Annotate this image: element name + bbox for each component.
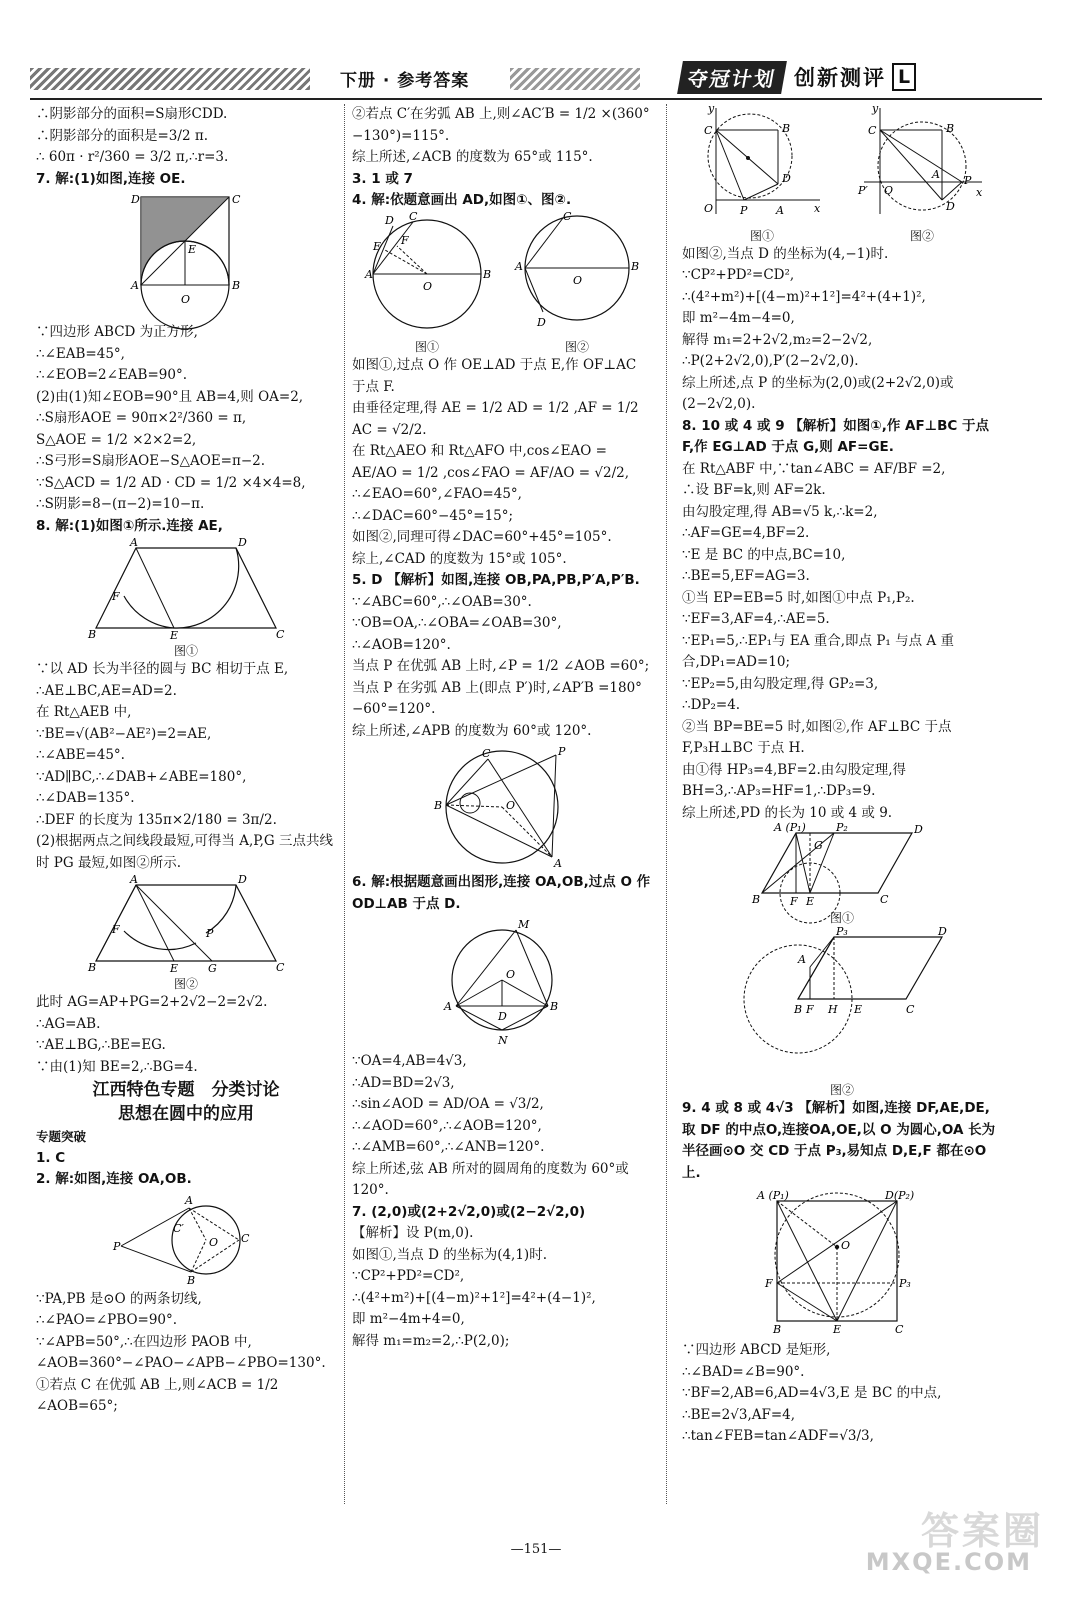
text-line: ∵EP₂=5,由勾股定理,得 GP₂=3,: [682, 675, 879, 692]
text-line: 在 Rt△AEO 和 Rt△AFO 中,cos∠EAO = AE/AO = 1/2 ,cos∠FAO = AF/AO = √2/2,: [352, 443, 630, 481]
subsection-title: 专题突破: [36, 1129, 87, 1144]
svg-text:E: E: [806, 895, 815, 908]
svg-text:C: C: [563, 209, 572, 223]
brand-name: 夺冠计划: [677, 61, 787, 94]
svg-text:P′: P′: [858, 184, 868, 197]
text-line: 综上所述,PD 的长为 10 或 4 或 9.: [682, 804, 893, 821]
text-line: 由垂径定理,得 AE = 1/2 AD = 1/2 ,AF = 1/2 AC = √2/2.: [352, 400, 639, 438]
svg-text:O: O: [209, 1235, 219, 1249]
svg-text:B: B: [88, 628, 97, 641]
text-line: ∴DEF 的长度为 135π×2/180 = 3π/2.: [36, 811, 277, 828]
page-header: [30, 60, 1042, 96]
problem-start: 4. 解:依题意画出 AD,如图①、图②.: [352, 192, 572, 208]
figure-circle-mn: [442, 918, 562, 1048]
figure-coordinate-2: [858, 104, 986, 220]
svg-text:x: x: [976, 186, 983, 199]
text-line: ∵CP²+PD²=CD²,: [682, 267, 795, 283]
svg-text:B: B: [88, 961, 97, 974]
svg-text:D: D: [914, 823, 923, 836]
text-line: 当点 P 在优弧 AB 上时,∠P = 1/2 ∠AOB =60°;: [352, 658, 650, 674]
text-line: ∴S扇形AOE = 90π×2²/360 = π,: [36, 410, 247, 426]
header-stripe-left: [30, 68, 310, 90]
text-line: ∵E 是 BC 的中点,BC=10,: [682, 546, 846, 563]
figure-circle-ad-1: [365, 209, 492, 332]
text-line: ∴∠DAC=60°−45°=15°;: [352, 507, 514, 524]
svg-text:A: A: [131, 279, 139, 292]
svg-text:B: B: [550, 1000, 559, 1013]
svg-text:y: y: [708, 102, 715, 115]
header-title: 下册 · 参考答案: [340, 71, 470, 91]
problem-start: 9. 4 或 8 或 4√3 【解析】如图,连接 DF,AE,DE,取 DF 的中点O,连接OA,OE,以 O 为圆心,OA 长为半径画⊙O 交 CD 于点 P₃,易知点 D,E,F 都在⊙O 上.: [682, 1100, 996, 1181]
figure-block: [858, 104, 986, 244]
figure-caption: 图①: [749, 228, 774, 243]
problem-start: 7. 解:(1)如图,连接 OE.: [36, 170, 186, 187]
svg-text:F: F: [765, 1277, 773, 1290]
figure-parallelogram-1: [752, 821, 932, 908]
svg-text:E: E: [854, 1003, 863, 1016]
column-divider: [344, 104, 345, 1504]
brand-logo: [680, 60, 916, 94]
text-line: 如图②,当点 D 的坐标为(4,−1)时.: [682, 245, 889, 262]
svg-text:P₂: P₂: [836, 821, 848, 834]
text-line: 当点 P 在劣弧 AB 上(即点 P′)时,∠AP′B =180°−60°=120°.: [352, 679, 642, 717]
svg-text:O: O: [506, 968, 516, 981]
figure-tangent-circle: [111, 1194, 261, 1286]
text-line: ①若点 C 在优弧 AB 上,则∠ACB = 1/2 ∠AOB=65°;: [36, 1376, 279, 1414]
problem-start: 7. (2,0)或(2+2√2,0)或(2−2√2,0): [352, 1203, 586, 1220]
text-line: 如图①,当点 D 的坐标为(4,1)时.: [352, 1246, 547, 1263]
text-line: ∵PA,PB 是⊙O 的两条切线,: [36, 1290, 202, 1307]
svg-text:P₃: P₃: [899, 1277, 911, 1290]
svg-text:O: O: [573, 273, 583, 287]
text-line: ∴∠EAB=45°,: [36, 345, 125, 362]
text-line: ∵EP₁=5,∴EP₁与 EA 重合,即点 P₁ 与点 A 重合,DP₁=AD=10;: [682, 632, 954, 670]
figure-caption: 图①: [414, 340, 439, 354]
text-line: 综上所述,∠ACB 的度数为 65°或 115°.: [352, 149, 593, 165]
svg-text:D: D: [238, 873, 247, 886]
text-line: ∠AOB=360°−∠PAO−∠APB−∠PBO=130°.: [36, 1355, 326, 1371]
svg-text:B: B: [434, 799, 443, 812]
svg-text:D: D: [946, 200, 955, 213]
svg-text:P: P: [558, 745, 566, 758]
text-line: 在 Rt△AEB 中,: [36, 704, 132, 720]
edition-badge: L: [892, 63, 916, 91]
svg-text:D: D: [238, 536, 247, 549]
text-line: ∵OA=4,AB=4√3,: [352, 1053, 467, 1069]
text-line: 综上所述,弦 AB 所对的圆周角的度数为 60°或 120°.: [352, 1160, 629, 1198]
svg-text:O: O: [884, 184, 894, 197]
svg-text:E: E: [170, 962, 179, 975]
problem-start: 1. C: [36, 1149, 66, 1166]
text-line: ∵CP²+PD²=CD²,: [352, 1268, 465, 1284]
svg-text:C: C: [895, 1323, 904, 1336]
svg-text:A (P₁): A (P₁): [774, 821, 806, 834]
svg-text:D: D: [498, 1010, 507, 1023]
text-line: ∵OB=OA,∴∠OBA=∠OAB=30°,: [352, 615, 562, 631]
problem-start: 8. 解:(1)如图①所示.连接 AE,: [36, 517, 223, 534]
text-line: ∵四边形 ABCD 为正方形,: [36, 324, 198, 340]
text-line: ∴DP₂=4.: [682, 697, 741, 713]
svg-text:B: B: [187, 1273, 196, 1287]
text-line: ∴∠DAB=135°.: [36, 790, 135, 806]
svg-text:G: G: [208, 962, 217, 975]
text-line: 由①得 HP₃=4,BF=2.由勾股定理,得 BH=3,∴AP₃=HF=1,∴DP₃=9.: [682, 761, 907, 799]
svg-text:O: O: [506, 799, 516, 812]
svg-text:B: B: [794, 1003, 803, 1016]
svg-text:F: F: [112, 590, 120, 603]
text-line: ∴AE⊥BC,AE=AD=2.: [36, 682, 177, 699]
svg-text:A: A: [554, 857, 562, 870]
header-rule: [30, 98, 1042, 100]
text-line: ∵EF=3,AF=4,∴AE=5.: [682, 611, 830, 627]
svg-text:D: D: [385, 213, 394, 227]
text-line: 即 m²−4m+4=0,: [352, 1311, 465, 1327]
column-left: [36, 104, 336, 1418]
svg-text:B: B: [782, 122, 791, 135]
svg-text:y: y: [872, 102, 879, 115]
figure-block: [698, 104, 826, 244]
svg-text:P₃: P₃: [836, 925, 848, 938]
text-line: ∴∠AMB=60°,∴∠ANB=120°.: [352, 1139, 545, 1155]
problem-start: 5. D 【解析】如图,连接 OB,PA,PB,P′A,P′B.: [352, 572, 640, 588]
text-line: ∴∠AOD=60°,∴∠AOB=120°,: [352, 1117, 542, 1134]
svg-text:P: P: [206, 927, 214, 940]
svg-text:F: F: [806, 1003, 814, 1016]
text-line: ∴∠EAO=60°,∠FAO=45°,: [352, 486, 522, 502]
section-title: 江西特色专题 分类讨论: [92, 1080, 280, 1100]
svg-text:A: A: [932, 168, 940, 181]
svg-text:F: F: [401, 233, 409, 247]
svg-text:B: B: [483, 267, 492, 281]
svg-text:C: C: [482, 747, 491, 760]
text-line: (2)根据两点之间线段最短,可得当 A,P,G 三点共线时 PG 最短,如图②所示.: [36, 833, 333, 871]
watermark-url: MXQE.COM: [865, 1548, 1032, 1576]
text-line: 解得 m₁=m₂=2,∴P(2,0);: [352, 1332, 510, 1349]
text-line: ∵AE⊥BG,∴BE=EG.: [36, 1037, 166, 1053]
text-line: ①当 EP=EB=5 时,如图①中点 P₁,P₂.: [682, 589, 915, 606]
svg-text:G: G: [814, 839, 823, 852]
column-divider: [666, 104, 667, 1504]
text-line: ∴S弓形=S扇形AOE−S△AOE=π−2.: [36, 453, 266, 469]
text-line: ∵BF=2,AB=6,AD=4√3,E 是 BC 的中点,: [682, 1385, 942, 1401]
svg-text:C: C: [704, 124, 713, 137]
text-line: ∵四边形 ABCD 是矩形,: [682, 1342, 831, 1358]
figure-caption: 图②: [909, 228, 934, 243]
text-line: ∴ 60π · r²/360 = 3/2 π,∴r=3.: [36, 149, 229, 165]
watermark-logo: 答案圈: [920, 1509, 1044, 1553]
svg-text:C: C: [409, 209, 418, 223]
svg-text:C: C: [276, 961, 285, 974]
text-line: ∴∠BAD=∠B=90°.: [682, 1363, 805, 1380]
problem-start: 6. 解:根据题意画出图形,连接 OA,OB,过点 O 作 OD⊥AB 于点 D.: [352, 874, 651, 912]
figure-trapezoid-1: [86, 536, 286, 642]
column-right: [682, 104, 1002, 1448]
text-line: ∴∠AOB=120°.: [352, 636, 451, 653]
svg-text:B: B: [631, 259, 640, 273]
svg-text:A: A: [444, 1000, 452, 1013]
text-line: ∵AD∥BC,∴∠DAB+∠ABE=180°,: [36, 768, 247, 785]
text-line: ∴AG=AB.: [36, 1015, 101, 1032]
text-line: 由勾股定理,得 AB=√5 k,∴k=2,: [682, 503, 878, 520]
svg-text:O: O: [841, 1239, 851, 1252]
text-line: ∴(4²+m²)+[(4−m)²+1²]=4²+(4−1)²,: [352, 1289, 596, 1306]
text-line: 即 m²−4m−4=0,: [682, 310, 795, 326]
text-line: ∴AD=BD=2√3,: [352, 1074, 455, 1091]
figure-row: [352, 209, 652, 356]
svg-text:C: C: [868, 124, 877, 137]
text-line: ∴tan∠FEB=tan∠ADF=√3/3,: [682, 1428, 874, 1444]
text-line: ∵∠ABC=60°,∴∠OAB=30°.: [352, 593, 532, 610]
svg-text:A: A: [776, 204, 784, 217]
figure-coordinate-1: [698, 104, 826, 220]
svg-text:O: O: [704, 202, 714, 215]
svg-text:A: A: [185, 1193, 193, 1207]
text-line: 在 Rt△ABF 中,∵tan∠ABC = AF/BF =2,: [682, 460, 946, 477]
svg-text:E: E: [833, 1323, 842, 1336]
text-line: ∴∠PAO=∠PBO=90°.: [36, 1312, 178, 1328]
svg-text:D: D: [782, 172, 791, 185]
svg-text:P: P: [740, 204, 748, 217]
text-line: 【解析】设 P(m,0).: [352, 1225, 474, 1241]
text-line: ∴sin∠AOD = AD/OA = √3/2,: [352, 1096, 544, 1112]
svg-text:B: B: [752, 893, 761, 906]
svg-text:A: A: [130, 873, 138, 886]
svg-text:B: B: [946, 122, 955, 135]
text-line: ∴∠ABE=45°.: [36, 747, 125, 763]
text-line: ∵∠APB=50°,∴在四边形 PAOB 中,: [36, 1333, 252, 1350]
page-number: —151—: [510, 1542, 562, 1557]
figure-caption: 图①: [173, 644, 198, 658]
text-line: 此时 AG=AP+PG=2+2√2−2=2√2.: [36, 994, 268, 1010]
figure-caption: 图②: [829, 1083, 854, 1097]
text-line: ∴∠EOB=2∠EAB=90°.: [36, 367, 188, 383]
section-title: 思想在圆中的应用: [118, 1104, 254, 1124]
figure-caption: 图②: [173, 977, 198, 991]
svg-text:C: C: [232, 193, 241, 206]
svg-text:P: P: [964, 174, 972, 187]
svg-text:E: E: [188, 243, 197, 256]
text-line: ∴BE=5,EF=AG=3.: [682, 568, 810, 584]
problem-start: 3. 1 或 7: [352, 170, 413, 187]
text-line: ②若点 C′在劣弧 AB 上,则∠AC′B = 1/2 ×(360°−130°)=115°.: [352, 106, 650, 144]
svg-text:C: C: [276, 628, 285, 641]
text-line: ∴阴影部分的面积是=3/2 π.: [36, 127, 208, 144]
figure-caption: 图①: [829, 911, 854, 925]
column-middle: [352, 104, 652, 1352]
svg-text:F: F: [112, 923, 120, 936]
svg-text:D: D: [938, 925, 947, 938]
text-line: 如图①,过点 O 作 OE⊥AD 于点 E,作 OF⊥AC 于点 F.: [352, 357, 637, 395]
figure-block: [515, 209, 640, 356]
figure-block: [365, 209, 492, 356]
header-stripe-right: [510, 68, 640, 90]
text-line: (2)由(1)知∠EOB=90°且 AB=4,则 OA=2,: [36, 388, 304, 405]
text-line: ∵由(1)知 BE=2,∴BG=4.: [36, 1058, 198, 1075]
svg-text:O: O: [181, 293, 191, 306]
problem-start: 2. 解:如图,连接 OA,OB.: [36, 1171, 192, 1187]
figure-circle-ad-2: [515, 209, 640, 332]
svg-text:H: H: [828, 1003, 838, 1016]
text-line: 综上所述,点 P 的坐标为(2,0)或(2+2√2,0)或(2−2√2,0).: [682, 374, 954, 412]
svg-text:E: E: [373, 239, 382, 253]
svg-text:A: A: [515, 259, 523, 273]
brand-subtitle: 创新测评: [794, 66, 886, 90]
text-line: ∴S阴影=8−(π−2)=10−π.: [36, 496, 205, 512]
svg-text:C: C: [880, 893, 889, 906]
svg-text:A (P₁): A (P₁): [757, 1189, 789, 1202]
figure-circle-apb: [432, 745, 572, 869]
svg-text:D(P₂): D(P₂): [885, 1189, 915, 1202]
text-line: ∵S△ACD = 1/2 AD · CD = 1/2 ×4×4=8,: [36, 474, 306, 491]
figure-trapezoid-2: [86, 873, 286, 975]
text-line: ∴设 BF=k,则 AF=2k.: [682, 482, 826, 498]
figure-row: [682, 104, 1002, 244]
text-line: ∴P(2+2√2,0),P′(2−2√2,0).: [682, 353, 859, 369]
svg-text:N: N: [498, 1034, 508, 1047]
figure-parallelogram-2: [742, 925, 947, 1079]
svg-text:D: D: [131, 193, 140, 206]
text-line: ∵以 AD 长为半径的圆与 BC 相切于点 E,: [36, 661, 289, 677]
svg-text:P: P: [113, 1239, 121, 1253]
svg-text:B: B: [232, 279, 241, 292]
svg-text:A: A: [798, 953, 806, 966]
figure-square-circle: [126, 193, 246, 319]
text-line: 如图②,同理可得∠DAC=60°+45°=105°.: [352, 529, 612, 545]
text-line: ∵BE=√(AB²−AE²)=2=AE,: [36, 725, 212, 742]
svg-text:F: F: [790, 895, 798, 908]
svg-text:x: x: [814, 202, 821, 215]
svg-text:D: D: [537, 315, 546, 329]
svg-text:C: C: [906, 1003, 915, 1016]
text-line: ∴阴影部分的面积=S扇形CDD.: [36, 106, 228, 122]
svg-text:C′: C′: [173, 1221, 184, 1235]
svg-text:A: A: [365, 267, 373, 281]
problem-start: 8. 10 或 4 或 9 【解析】如图①,作 AF⊥BC 于点 F,作 EG⊥AD 于点 G,则 AF=GE.: [682, 417, 989, 455]
svg-text:M: M: [518, 918, 530, 931]
text-line: ②当 BP=BE=5 时,如图②,作 AF⊥BC 于点 F,P₃H⊥BC 于点 H.: [682, 718, 952, 756]
figure-caption: 图②: [564, 340, 589, 354]
svg-text:A: A: [130, 536, 138, 549]
svg-text:C: C: [241, 1231, 250, 1245]
svg-text:O: O: [423, 279, 433, 293]
text-line: S△AOE = 1/2 ×2×2=2,: [36, 431, 197, 448]
svg-text:E: E: [170, 629, 179, 642]
svg-text:B: B: [773, 1323, 782, 1336]
text-line: ∴(4²+m²)+[(4−m)²+1²]=4²+(4+1)²,: [682, 288, 926, 305]
text-line: ∴BE=2√3,AF=4,: [682, 1406, 796, 1423]
text-line: 解得 m₁=2+2√2,m₂=2−2√2,: [682, 331, 873, 348]
figure-rectangle-circle: [757, 1187, 927, 1337]
text-line: 综上,∠CAD 的度数为 15°或 105°.: [352, 550, 567, 567]
text-line: 综上所述,∠APB 的度数为 60°或 120°.: [352, 722, 592, 739]
text-line: ∴AF=GE=4,BF=2.: [682, 525, 810, 541]
